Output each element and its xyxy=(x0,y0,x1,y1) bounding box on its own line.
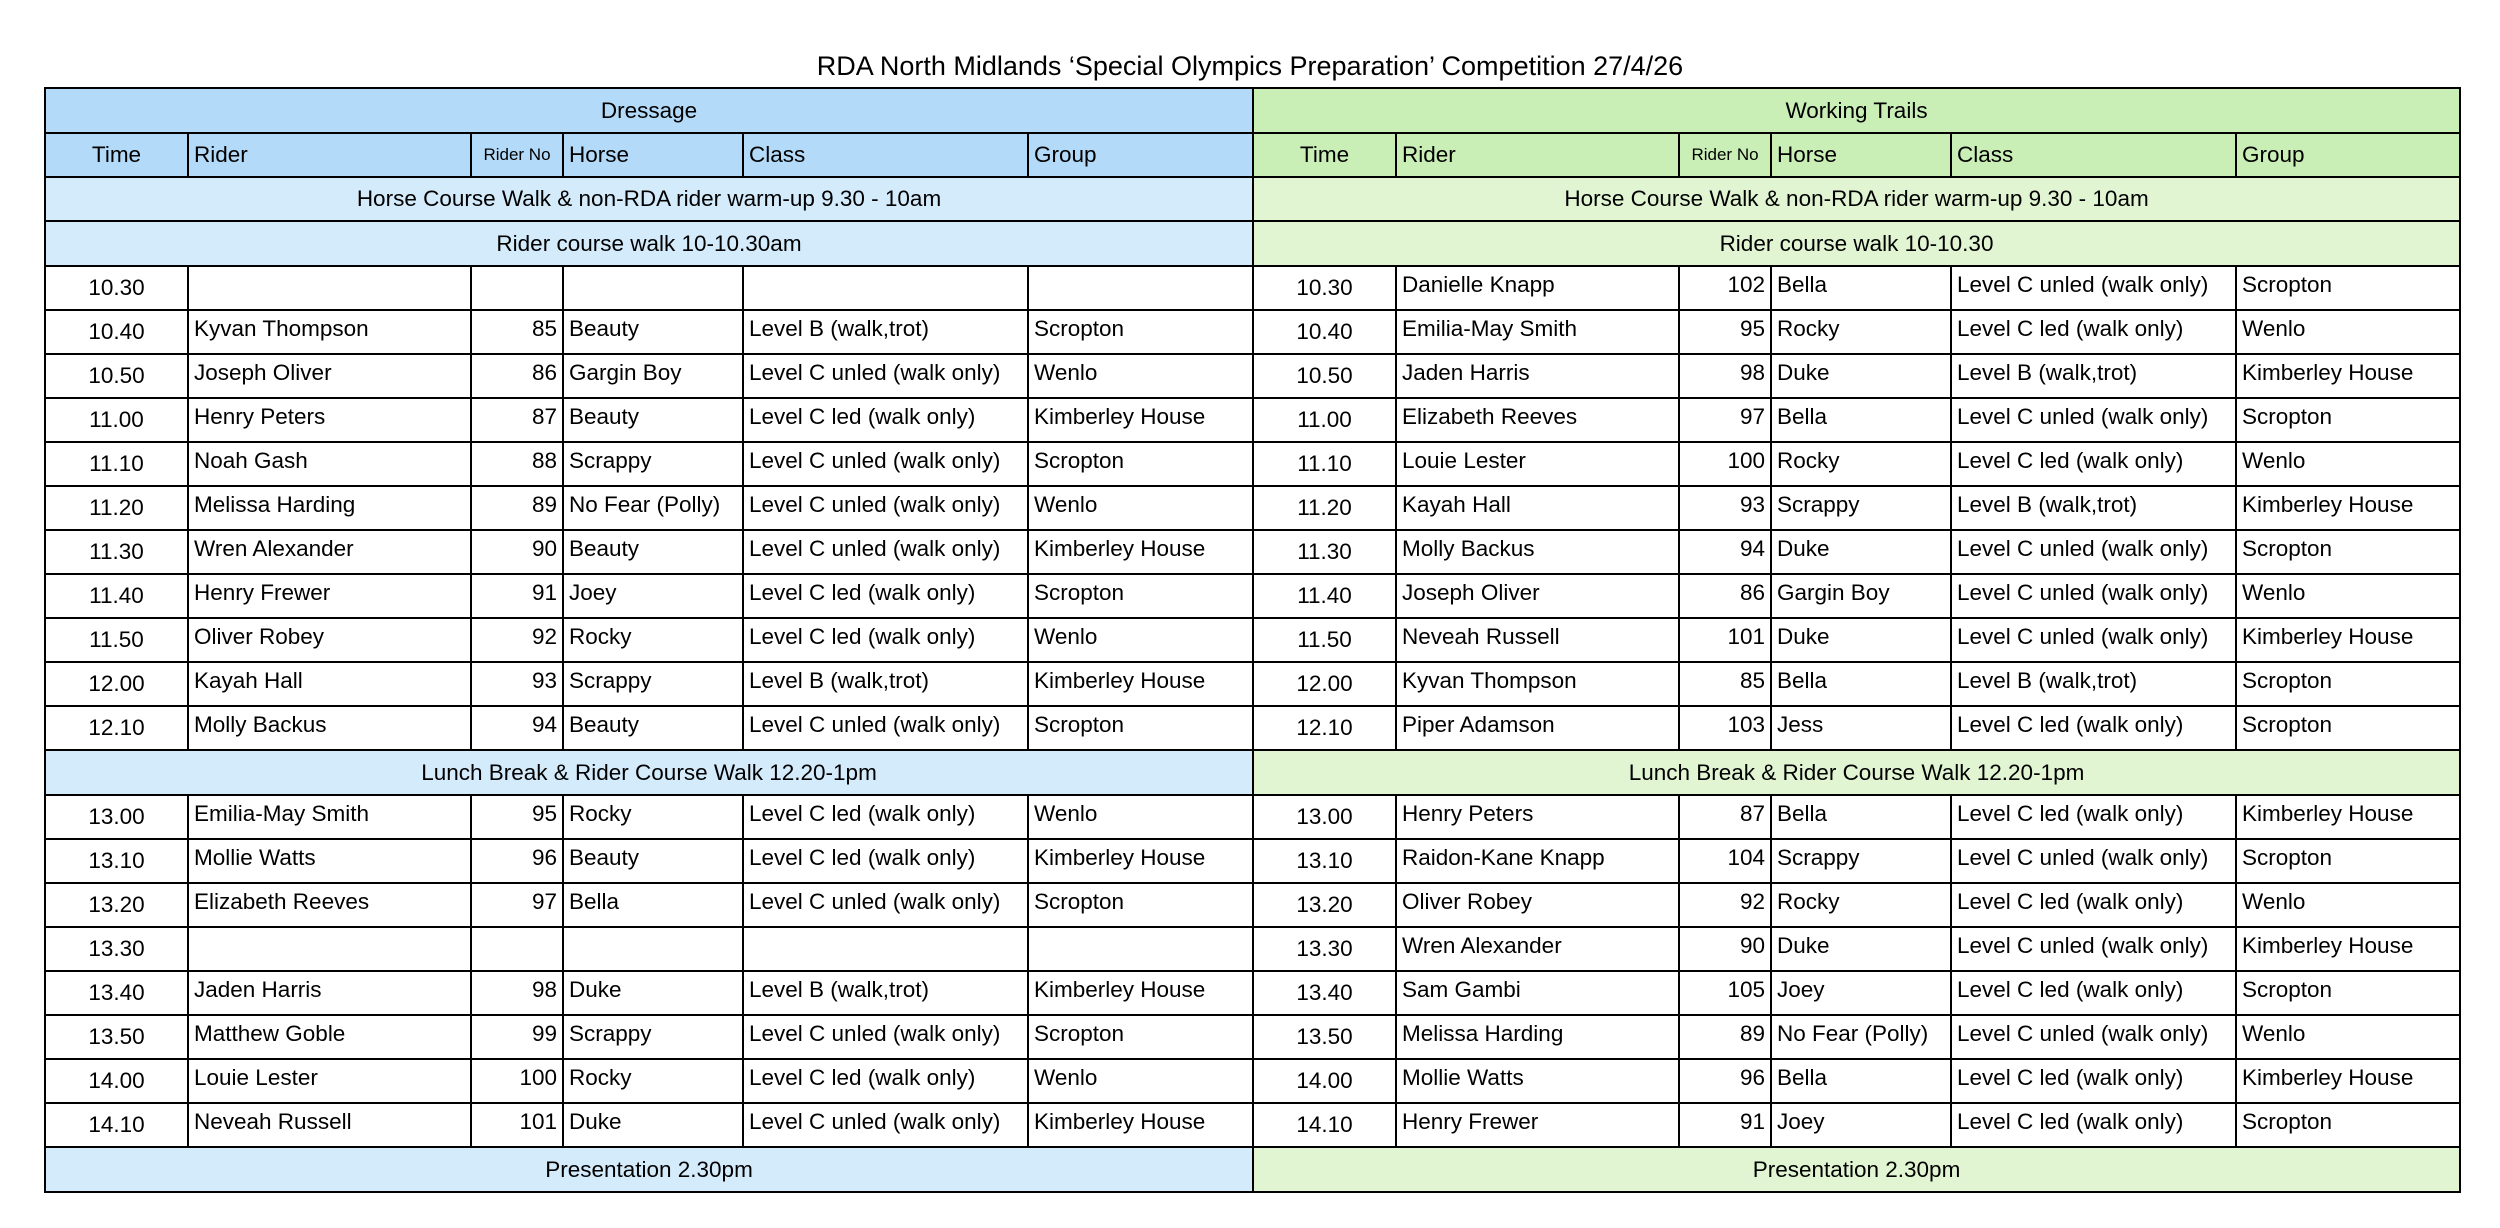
horse-cell xyxy=(563,266,743,310)
rider-cell: Wren Alexander xyxy=(1396,927,1679,971)
group-cell: Wenlo xyxy=(1028,486,1253,530)
horse-cell xyxy=(563,927,743,971)
horse-cell: Beauty xyxy=(563,310,743,354)
rider-cell: Henry Frewer xyxy=(188,574,471,618)
horse-cell: Bella xyxy=(1771,1059,1951,1103)
group-cell: Scropton xyxy=(2236,706,2460,750)
class-cell xyxy=(743,266,1028,310)
class-cell: Level C led (walk only) xyxy=(1951,1059,2236,1103)
group-cell: Scropton xyxy=(2236,971,2460,1015)
group-cell: Kimberley House xyxy=(1028,1103,1253,1147)
rider-no-cell: 85 xyxy=(471,310,563,354)
class-cell: Level C unled (walk only) xyxy=(1951,1015,2236,1059)
group-cell: Scropton xyxy=(2236,266,2460,310)
class-cell: Level C unled (walk only) xyxy=(1951,574,2236,618)
group-cell: Scropton xyxy=(1028,442,1253,486)
rider-cell: Kyvan Thompson xyxy=(1396,662,1679,706)
class-cell: Level C led (walk only) xyxy=(743,574,1028,618)
presentation-banner: Presentation 2.30pm xyxy=(45,1147,1253,1192)
rider-no-cell xyxy=(471,266,563,310)
horse-cell: Bella xyxy=(1771,266,1951,310)
horse-cell: Bella xyxy=(563,883,743,927)
class-cell: Level C led (walk only) xyxy=(1951,310,2236,354)
column-header-horse: Horse xyxy=(1771,133,1951,177)
group-cell: Kimberley House xyxy=(2236,795,2460,839)
rider-no-cell: 93 xyxy=(1679,486,1771,530)
rider-no-cell: 88 xyxy=(471,442,563,486)
rider-cell: Neveah Russell xyxy=(188,1103,471,1147)
column-header-class: Class xyxy=(743,133,1028,177)
class-cell: Level C unled (walk only) xyxy=(1951,266,2236,310)
class-cell: Level C unled (walk only) xyxy=(743,1015,1028,1059)
horse-cell: Bella xyxy=(1771,398,1951,442)
horse-cell: No Fear (Polly) xyxy=(1771,1015,1951,1059)
time-cell: 12.00 xyxy=(45,662,188,706)
rider-no-cell: 97 xyxy=(1679,398,1771,442)
horse-cell: No Fear (Polly) xyxy=(563,486,743,530)
class-cell: Level C unled (walk only) xyxy=(743,530,1028,574)
table-row xyxy=(45,618,2460,662)
rider-cell: Louie Lester xyxy=(188,1059,471,1103)
class-cell: Level C led (walk only) xyxy=(743,398,1028,442)
table-row xyxy=(45,971,2460,1015)
rider-no-cell: 95 xyxy=(1679,310,1771,354)
time-cell: 11.10 xyxy=(1253,442,1396,486)
class-cell: Level B (walk,trot) xyxy=(1951,662,2236,706)
group-cell: Scropton xyxy=(1028,574,1253,618)
rider-no-cell: 87 xyxy=(1679,795,1771,839)
rider-cell: Oliver Robey xyxy=(188,618,471,662)
time-cell: 13.20 xyxy=(45,883,188,927)
course-walk-banner: Horse Course Walk & non-RDA rider warm-up 9.30 - 10am xyxy=(45,177,1253,221)
table-row xyxy=(45,883,2460,927)
horse-cell: Rocky xyxy=(563,618,743,662)
rider-cell: Sam Gambi xyxy=(1396,971,1679,1015)
time-cell: 13.30 xyxy=(45,927,188,971)
time-cell: 14.00 xyxy=(1253,1059,1396,1103)
rider-cell: Joseph Oliver xyxy=(188,354,471,398)
rider-no-cell: 85 xyxy=(1679,662,1771,706)
group-cell: Wenlo xyxy=(1028,618,1253,662)
course-walk-banner: Horse Course Walk & non-RDA rider warm-up 9.30 - 10am xyxy=(1253,177,2460,221)
time-cell: 12.10 xyxy=(1253,706,1396,750)
rider-cell: Melissa Harding xyxy=(1396,1015,1679,1059)
rider-no-cell: 98 xyxy=(1679,354,1771,398)
horse-cell: Duke xyxy=(563,1103,743,1147)
time-cell: 10.50 xyxy=(1253,354,1396,398)
table-row xyxy=(45,662,2460,706)
rider-no-cell: 96 xyxy=(471,839,563,883)
class-cell: Level C led (walk only) xyxy=(1951,795,2236,839)
lunch-banner: Lunch Break & Rider Course Walk 12.20-1pm xyxy=(1253,750,2460,795)
class-cell: Level C unled (walk only) xyxy=(1951,839,2236,883)
group-cell: Scropton xyxy=(2236,1103,2460,1147)
time-cell: 13.20 xyxy=(1253,883,1396,927)
rider-cell: Oliver Robey xyxy=(1396,883,1679,927)
table-row xyxy=(45,266,2460,310)
table-row xyxy=(45,310,2460,354)
rider-no-cell: 101 xyxy=(1679,618,1771,662)
class-cell: Level B (walk,trot) xyxy=(1951,486,2236,530)
column-header-horse: Horse xyxy=(563,133,743,177)
horse-cell: Joey xyxy=(1771,1103,1951,1147)
class-cell: Level C led (walk only) xyxy=(1951,442,2236,486)
group-cell: Wenlo xyxy=(2236,442,2460,486)
rider-cell: Jaden Harris xyxy=(1396,354,1679,398)
rider-no-cell: 92 xyxy=(471,618,563,662)
rider-cell xyxy=(188,266,471,310)
section-header-working-trails: Working Trails xyxy=(1253,88,2460,133)
horse-cell: Beauty xyxy=(563,839,743,883)
time-cell: 13.40 xyxy=(45,971,188,1015)
rider-no-cell: 94 xyxy=(471,706,563,750)
table-row xyxy=(45,442,2460,486)
time-cell: 13.10 xyxy=(45,839,188,883)
column-header-rider-no: Rider No xyxy=(471,133,563,177)
rider-no-cell: 95 xyxy=(471,795,563,839)
time-cell: 11.20 xyxy=(1253,486,1396,530)
horse-cell: Joey xyxy=(1771,971,1951,1015)
horse-cell: Scrappy xyxy=(1771,486,1951,530)
class-cell: Level C led (walk only) xyxy=(743,618,1028,662)
section-header-dressage: Dressage xyxy=(45,88,1253,133)
time-cell: 12.10 xyxy=(45,706,188,750)
group-cell: Kimberley House xyxy=(1028,971,1253,1015)
class-cell: Level C unled (walk only) xyxy=(1951,618,2236,662)
group-cell: Scropton xyxy=(1028,1015,1253,1059)
group-cell: Kimberley House xyxy=(2236,354,2460,398)
rider-no-cell: 103 xyxy=(1679,706,1771,750)
table-row xyxy=(45,530,2460,574)
rider-no-cell: 86 xyxy=(1679,574,1771,618)
rider-cell: Piper Adamson xyxy=(1396,706,1679,750)
class-cell: Level B (walk,trot) xyxy=(743,662,1028,706)
horse-cell: Rocky xyxy=(1771,442,1951,486)
time-cell: 11.40 xyxy=(1253,574,1396,618)
column-header-rider: Rider xyxy=(188,133,471,177)
horse-cell: Scrappy xyxy=(563,442,743,486)
group-cell: Wenlo xyxy=(2236,1015,2460,1059)
group-cell: Scropton xyxy=(1028,883,1253,927)
rider-no-cell: 91 xyxy=(1679,1103,1771,1147)
column-header-rider: Rider xyxy=(1396,133,1679,177)
horse-cell: Rocky xyxy=(1771,310,1951,354)
class-cell: Level C led (walk only) xyxy=(743,1059,1028,1103)
rider-no-cell: 93 xyxy=(471,662,563,706)
group-cell: Wenlo xyxy=(2236,310,2460,354)
class-cell: Level C led (walk only) xyxy=(1951,706,2236,750)
table-row xyxy=(45,1015,2460,1059)
class-cell: Level C unled (walk only) xyxy=(1951,927,2236,971)
class-cell: Level C unled (walk only) xyxy=(743,442,1028,486)
class-cell: Level C unled (walk only) xyxy=(743,1103,1028,1147)
table-row xyxy=(45,574,2460,618)
group-cell: Kimberley House xyxy=(1028,398,1253,442)
rider-walk-banner: Rider course walk 10-10.30am xyxy=(45,221,1253,266)
table-row xyxy=(45,1103,2460,1147)
group-cell: Kimberley House xyxy=(2236,927,2460,971)
rider-no-cell: 97 xyxy=(471,883,563,927)
group-cell: Wenlo xyxy=(2236,883,2460,927)
rider-no-cell: 100 xyxy=(471,1059,563,1103)
group-cell: Kimberley House xyxy=(2236,486,2460,530)
rider-cell: Louie Lester xyxy=(1396,442,1679,486)
horse-cell: Gargin Boy xyxy=(1771,574,1951,618)
class-cell: Level B (walk,trot) xyxy=(743,310,1028,354)
time-cell: 11.20 xyxy=(45,486,188,530)
group-cell: Scropton xyxy=(2236,662,2460,706)
time-cell: 13.50 xyxy=(1253,1015,1396,1059)
rider-walk-banner: Rider course walk 10-10.30 xyxy=(1253,221,2460,266)
time-cell: 11.40 xyxy=(45,574,188,618)
rider-no-cell: 90 xyxy=(1679,927,1771,971)
column-header-class: Class xyxy=(1951,133,2236,177)
rider-no-cell: 102 xyxy=(1679,266,1771,310)
rider-no-cell: 90 xyxy=(471,530,563,574)
rider-no-cell: 104 xyxy=(1679,839,1771,883)
horse-cell: Bella xyxy=(1771,662,1951,706)
rider-no-cell: 96 xyxy=(1679,1059,1771,1103)
group-cell: Wenlo xyxy=(1028,354,1253,398)
rider-no-cell: 98 xyxy=(471,971,563,1015)
horse-cell: Gargin Boy xyxy=(563,354,743,398)
horse-cell: Scrappy xyxy=(563,1015,743,1059)
rider-cell: Jaden Harris xyxy=(188,971,471,1015)
time-cell: 10.40 xyxy=(45,310,188,354)
group-cell: Wenlo xyxy=(2236,574,2460,618)
rider-no-cell: 86 xyxy=(471,354,563,398)
rider-no-cell: 100 xyxy=(1679,442,1771,486)
horse-cell: Rocky xyxy=(563,1059,743,1103)
time-cell: 10.40 xyxy=(1253,310,1396,354)
time-cell: 14.10 xyxy=(45,1103,188,1147)
class-cell: Level C unled (walk only) xyxy=(743,486,1028,530)
rider-cell: Raidon-Kane Knapp xyxy=(1396,839,1679,883)
horse-cell: Jess xyxy=(1771,706,1951,750)
time-cell: 11.30 xyxy=(1253,530,1396,574)
group-cell xyxy=(1028,927,1253,971)
horse-cell: Duke xyxy=(1771,618,1951,662)
class-cell: Level C led (walk only) xyxy=(743,839,1028,883)
rider-cell: Kayah Hall xyxy=(1396,486,1679,530)
time-cell: 13.00 xyxy=(45,795,188,839)
horse-cell: Beauty xyxy=(563,706,743,750)
group-cell: Scropton xyxy=(1028,310,1253,354)
rider-no-cell: 99 xyxy=(471,1015,563,1059)
rider-cell: Emilia-May Smith xyxy=(188,795,471,839)
time-cell: 14.10 xyxy=(1253,1103,1396,1147)
horse-cell: Joey xyxy=(563,574,743,618)
table-row xyxy=(45,1059,2460,1103)
time-cell: 10.30 xyxy=(45,266,188,310)
schedule-table xyxy=(44,87,2461,1193)
horse-cell: Beauty xyxy=(563,530,743,574)
group-cell: Kimberley House xyxy=(2236,618,2460,662)
group-cell: Kimberley House xyxy=(1028,530,1253,574)
rider-cell: Wren Alexander xyxy=(188,530,471,574)
horse-cell: Rocky xyxy=(1771,883,1951,927)
horse-cell: Bella xyxy=(1771,795,1951,839)
time-cell: 13.50 xyxy=(45,1015,188,1059)
class-cell: Level C unled (walk only) xyxy=(1951,398,2236,442)
lunch-banner: Lunch Break & Rider Course Walk 12.20-1pm xyxy=(45,750,1253,795)
rider-cell: Elizabeth Reeves xyxy=(188,883,471,927)
rider-cell: Kayah Hall xyxy=(188,662,471,706)
rider-no-cell xyxy=(471,927,563,971)
rider-cell: Joseph Oliver xyxy=(1396,574,1679,618)
class-cell: Level C unled (walk only) xyxy=(743,354,1028,398)
class-cell: Level B (walk,trot) xyxy=(1951,354,2236,398)
group-cell: Scropton xyxy=(1028,706,1253,750)
class-cell xyxy=(743,927,1028,971)
rider-no-cell: 89 xyxy=(1679,1015,1771,1059)
rider-cell: Matthew Goble xyxy=(188,1015,471,1059)
class-cell: Level C unled (walk only) xyxy=(743,706,1028,750)
table-row xyxy=(45,927,2460,971)
horse-cell: Beauty xyxy=(563,398,743,442)
rider-cell: Henry Peters xyxy=(188,398,471,442)
group-cell: Kimberley House xyxy=(2236,1059,2460,1103)
column-header-group: Group xyxy=(1028,133,1253,177)
rider-no-cell: 87 xyxy=(471,398,563,442)
rider-cell: Mollie Watts xyxy=(1396,1059,1679,1103)
time-cell: 11.00 xyxy=(45,398,188,442)
rider-no-cell: 92 xyxy=(1679,883,1771,927)
horse-cell: Scrappy xyxy=(1771,839,1951,883)
rider-cell: Emilia-May Smith xyxy=(1396,310,1679,354)
rider-cell: Noah Gash xyxy=(188,442,471,486)
class-cell: Level B (walk,trot) xyxy=(743,971,1028,1015)
horse-cell: Duke xyxy=(563,971,743,1015)
group-cell: Kimberley House xyxy=(1028,662,1253,706)
time-cell: 10.30 xyxy=(1253,266,1396,310)
rider-cell: Danielle Knapp xyxy=(1396,266,1679,310)
column-header-group: Group xyxy=(2236,133,2460,177)
time-cell: 14.00 xyxy=(45,1059,188,1103)
time-cell: 11.50 xyxy=(45,618,188,662)
presentation-banner: Presentation 2.30pm xyxy=(1253,1147,2460,1192)
group-cell: Wenlo xyxy=(1028,795,1253,839)
column-header-rider-no: Rider No xyxy=(1679,133,1771,177)
time-cell: 13.30 xyxy=(1253,927,1396,971)
table-row xyxy=(45,486,2460,530)
group-cell: Scropton xyxy=(2236,839,2460,883)
table-row xyxy=(45,354,2460,398)
table-row xyxy=(45,795,2460,839)
horse-cell: Rocky xyxy=(563,795,743,839)
rider-cell: Molly Backus xyxy=(1396,530,1679,574)
class-cell: Level C unled (walk only) xyxy=(1951,530,2236,574)
horse-cell: Duke xyxy=(1771,354,1951,398)
page-title: RDA North Midlands ‘Special Olympics Preparation’ Competition 27/4/26 xyxy=(816,51,1684,81)
group-cell: Scropton xyxy=(2236,530,2460,574)
rider-cell: Henry Peters xyxy=(1396,795,1679,839)
rider-cell: Neveah Russell xyxy=(1396,618,1679,662)
time-cell: 11.50 xyxy=(1253,618,1396,662)
time-cell: 11.10 xyxy=(45,442,188,486)
time-cell: 11.30 xyxy=(45,530,188,574)
table-row xyxy=(45,839,2460,883)
time-cell: 10.50 xyxy=(45,354,188,398)
time-cell: 13.00 xyxy=(1253,795,1396,839)
rider-no-cell: 91 xyxy=(471,574,563,618)
class-cell: Level C unled (walk only) xyxy=(743,883,1028,927)
rider-no-cell: 101 xyxy=(471,1103,563,1147)
group-cell: Kimberley House xyxy=(1028,839,1253,883)
group-cell xyxy=(1028,266,1253,310)
time-cell: 11.00 xyxy=(1253,398,1396,442)
rider-no-cell: 94 xyxy=(1679,530,1771,574)
time-cell: 13.40 xyxy=(1253,971,1396,1015)
class-cell: Level C led (walk only) xyxy=(1951,971,2236,1015)
rider-cell: Molly Backus xyxy=(188,706,471,750)
class-cell: Level C led (walk only) xyxy=(1951,1103,2236,1147)
rider-cell: Henry Frewer xyxy=(1396,1103,1679,1147)
rider-cell xyxy=(188,927,471,971)
horse-cell: Duke xyxy=(1771,927,1951,971)
group-cell: Scropton xyxy=(2236,398,2460,442)
horse-cell: Duke xyxy=(1771,530,1951,574)
time-cell: 13.10 xyxy=(1253,839,1396,883)
rider-cell: Elizabeth Reeves xyxy=(1396,398,1679,442)
rider-no-cell: 89 xyxy=(471,486,563,530)
rider-cell: Mollie Watts xyxy=(188,839,471,883)
rider-cell: Melissa Harding xyxy=(188,486,471,530)
rider-no-cell: 105 xyxy=(1679,971,1771,1015)
class-cell: Level C led (walk only) xyxy=(743,795,1028,839)
class-cell: Level C led (walk only) xyxy=(1951,883,2236,927)
table-row xyxy=(45,706,2460,750)
column-header-time: Time xyxy=(45,133,188,177)
rider-cell: Kyvan Thompson xyxy=(188,310,471,354)
group-cell: Wenlo xyxy=(1028,1059,1253,1103)
table-row xyxy=(45,398,2460,442)
horse-cell: Scrappy xyxy=(563,662,743,706)
time-cell: 12.00 xyxy=(1253,662,1396,706)
column-header-time: Time xyxy=(1253,133,1396,177)
